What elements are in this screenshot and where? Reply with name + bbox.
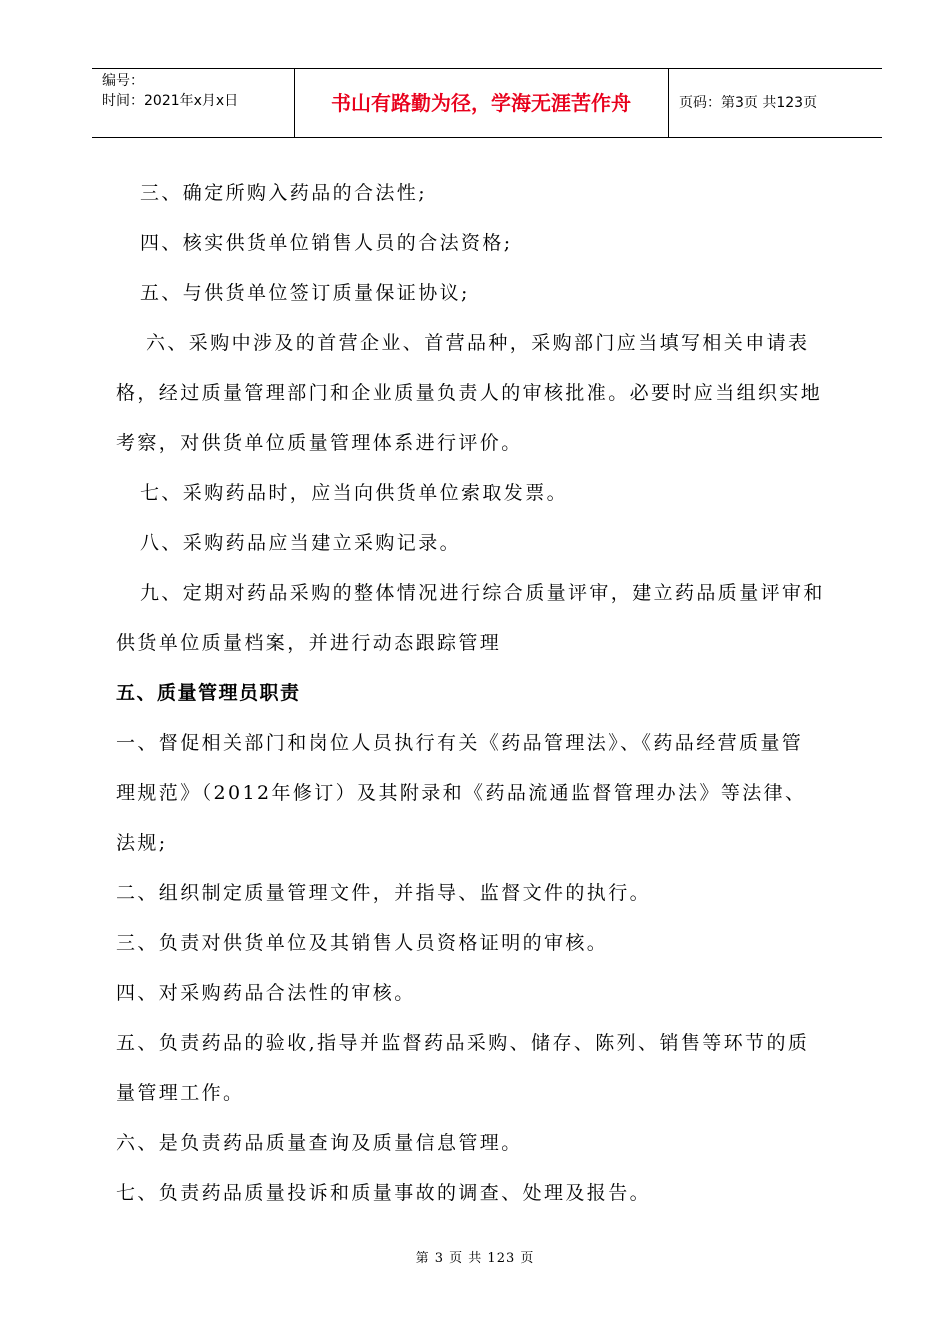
- paragraph-line: 五、负责药品的验收,指导并监督药品采购、储存、陈列、销售等环节的质: [116, 1032, 810, 1054]
- paragraph-line: 理规范》（2012年修订）及其附录和《药品流通监督管理办法》等法律、: [116, 782, 807, 804]
- page-footer: 第 3 页 共 123 页: [415, 1251, 535, 1266]
- document-body: [116, 168, 860, 1218]
- paragraph-line: 八、采购药品应当建立采购记录。: [140, 532, 462, 554]
- paragraph-line: 六、是负责药品质量查询及质量信息管理。: [116, 1132, 523, 1154]
- document-date-label: 时间：2021年x月x日: [102, 93, 239, 109]
- paragraph-line: 二、组织制定质量管理文件，并指导、监督文件的执行。: [116, 882, 652, 904]
- header-motto-cell: [294, 69, 669, 137]
- document-header: [92, 68, 882, 138]
- paragraph-line: 格，经过质量管理部门和企业质量负责人的审核批准。必要时应当组织实地: [116, 382, 823, 404]
- header-motto: 书山有路勤为径，学海无涯苦作舟: [331, 91, 631, 115]
- paragraph-line: 四、核实供货单位销售人员的合法资格;: [140, 232, 513, 254]
- paragraph-line: 一、督促相关部门和岗位人员执行有关《药品管理法》、《药品经营质量管: [116, 732, 804, 754]
- header-page-cell: [669, 69, 882, 137]
- document-number-label: 编号：: [102, 73, 144, 89]
- header-info-cell: [92, 69, 295, 137]
- paragraph-line: 供货单位质量档案，并进行动态跟踪管理: [116, 632, 502, 654]
- paragraph-line: 七、采购药品时，应当向供货单位索取发票。: [140, 482, 569, 504]
- paragraph-line: 七、负责药品质量投诉和质量事故的调查、处理及报告。: [116, 1182, 652, 1204]
- paragraph-line: 五、与供货单位签订质量保证协议;: [140, 282, 470, 304]
- header-page-code: 页码：第3页 共123页: [679, 95, 818, 111]
- paragraph-line: 三、负责对供货单位及其销售人员资格证明的审核。: [116, 932, 609, 954]
- paragraph-line: 考察，对供货单位质量管理体系进行评价。: [116, 432, 523, 454]
- paragraph-line: 九、定期对药品采购的整体情况进行综合质量评审，建立药品质量评审和: [140, 582, 825, 604]
- paragraph-line: 量管理工作。: [116, 1082, 245, 1104]
- paragraph-line: 三、确定所购入药品的合法性;: [140, 182, 428, 204]
- paragraph-line: 六、采购中涉及的首营企业、首营品种，采购部门应当填写相关申请表: [146, 332, 810, 354]
- section-heading: 五、质量管理员职责: [116, 682, 301, 704]
- paragraph-line: 四、对采购药品合法性的审核。: [116, 982, 416, 1004]
- paragraph-line: 法规;: [116, 832, 168, 854]
